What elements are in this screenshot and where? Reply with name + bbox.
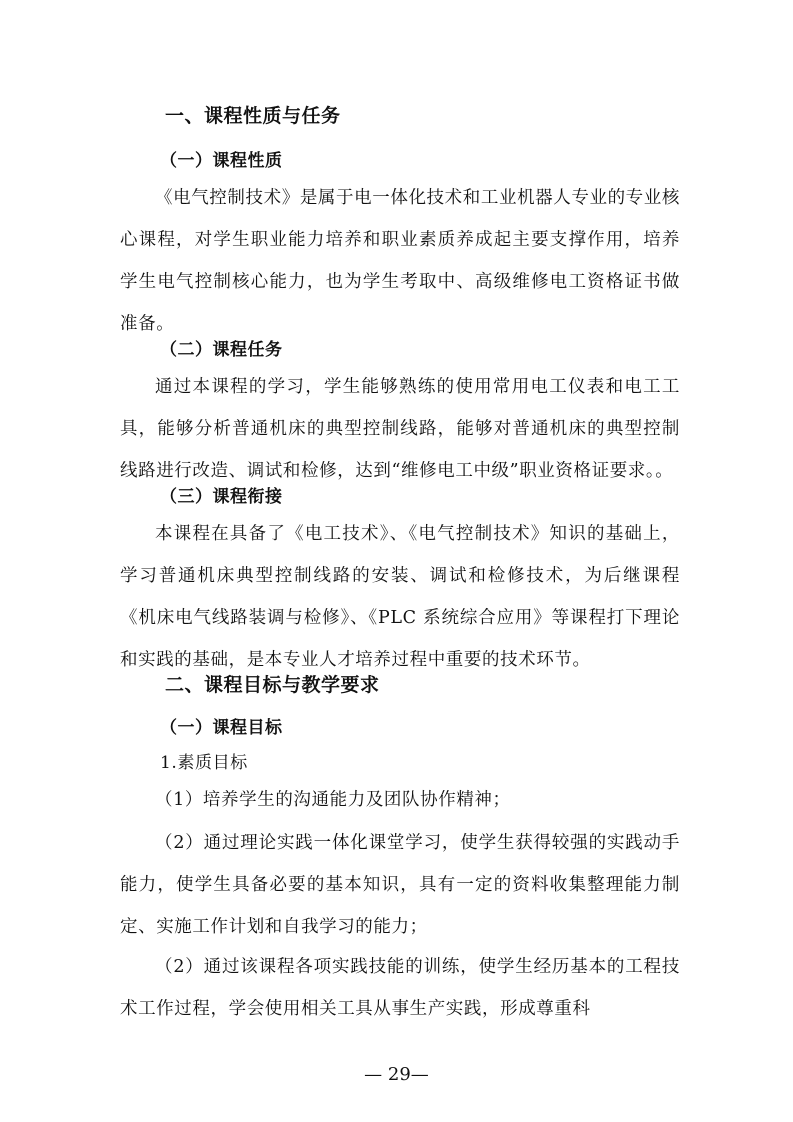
goal-item-3: （2）通过该课程各项实践技能的训练，使学生经历基本的工程技术工作过程，学会使用相关工具从事生产实践，形成尊重科	[120, 957, 680, 1019]
section-heading-1: 一、课程性质与任务	[165, 105, 341, 127]
paragraph-course-nature: 《电气控制技术》是属于电一体化技术和工业机器人专业的专业核心课程，对学生职业能力培养和职业素质养成起主要支撑作用，培养学生电气控制核心能力，也为学生考取中、高级维修电工资格证书做准备。	[120, 188, 680, 334]
paragraph-course-connection: 本课程在具备了《电工技术》、《电气控制技术》知识的基础上，学习普通机床典型控制线路的安装、调试和检修技术，为后继课程《机床电气线路装调与检修》、《PLC 系统综合应用》等课程打下理论和实践的基础，是本专业人才培养过程中重要的技术环节。	[120, 524, 680, 670]
goal-item-2: （2）通过理论实践一体化课堂学习，使学生获得较强的实践动手能力，使学生具备必要的基本知识，具有一定的资料收集整理能力制定、实施工作计划和自我学习的能力；	[120, 833, 680, 937]
goal-subheading-quality: 1.素质目标	[160, 753, 248, 773]
paragraph-course-task: 通过本课程的学习，学生能够熟练的使用常用电工仪表和电工工具，能够分析普通机床的典型控制线路，能够对普通机床的典型控制线路进行改造、调试和检修，达到“维修电工中级”职业资格证要求。。	[120, 377, 680, 481]
section-heading-2: 二、课程目标与教学要求	[165, 674, 380, 696]
subsection-heading-connection: （三）课程衔接	[160, 487, 283, 507]
subsection-heading-nature: （一）课程性质	[160, 151, 283, 171]
page-number: — 29—	[364, 1064, 429, 1085]
subsection-heading-task: （二）课程任务	[160, 340, 283, 360]
subsection-heading-goals: （一）课程目标	[160, 718, 283, 738]
goal-item-1: （1）培养学生的沟通能力及团队协作精神；	[155, 790, 511, 810]
